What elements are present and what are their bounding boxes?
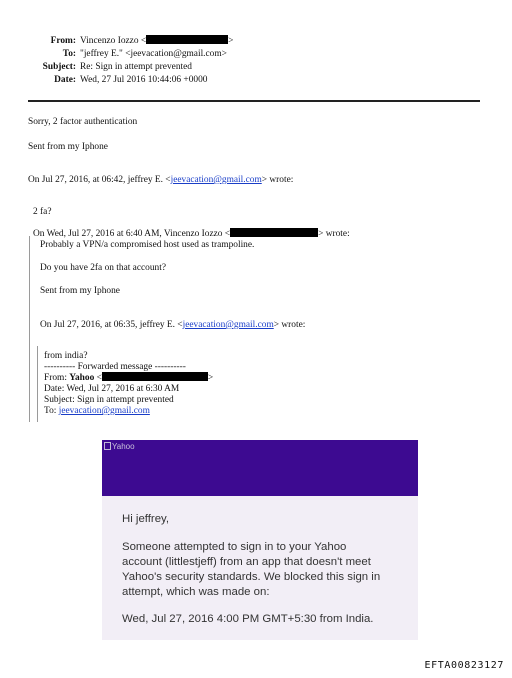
forwarded-to <box>44 405 150 417</box>
quote1-text: 2 fa? <box>33 207 52 217</box>
redaction-bar <box>102 372 208 381</box>
forwarded-subject: Subject: Sign in attempt prevented <box>44 395 174 405</box>
from-name: Vincenzo Iozzo < <box>80 36 147 46</box>
yahoo-greeting: Hi jeffrey, <box>122 513 170 525</box>
date-value: Wed, 27 Jul 2016 10:44:06 +0000 <box>80 75 208 85</box>
yahoo-para-line-4: attempt, which was made on: <box>122 586 270 598</box>
from-close: > <box>228 36 234 46</box>
quote1-line-2: Do you have 2fa on that account? <box>40 263 166 273</box>
from-value <box>80 35 233 47</box>
redaction-bar <box>146 35 228 44</box>
quote-bar-inner <box>37 346 38 422</box>
yahoo-logo-image <box>104 442 135 452</box>
attribution-suffix: > wrote: <box>318 229 350 239</box>
from-label: From: <box>50 36 76 46</box>
body-line-2: Sent from my Iphone <box>28 142 108 152</box>
quote2-line-1: from india? <box>44 351 88 361</box>
quote1-line-1: Probably a VPN/a compromised host used as trampoline. <box>40 240 255 250</box>
subject-label: Subject: <box>42 62 76 72</box>
attribution-text: On Jul 27, 2016, at 06:42, jeffrey E. < <box>28 175 171 185</box>
from-label: From: <box>44 373 70 383</box>
forwarded-divider: ---------- Forwarded message ---------- <box>44 362 186 372</box>
attribution-suffix: > wrote: <box>273 320 306 330</box>
subject-value: Re: Sign in attempt prevented <box>80 62 192 72</box>
email-link[interactable]: jeevacation@gmail.com <box>58 406 150 416</box>
broken-image-icon <box>104 442 111 450</box>
yahoo-header-banner <box>102 440 418 496</box>
forwarded-date: Date: Wed, Jul 27, 2016 at 6:30 AM <box>44 384 180 394</box>
yahoo-para-line-3: Yahoo's security standards. We blocked this sign in <box>122 571 381 583</box>
from-lt: < <box>94 373 102 383</box>
header-divider <box>28 100 480 102</box>
attribution-text: On Wed, Jul 27, 2016 at 6:40 AM, Vincenzo Iozzo < <box>33 229 231 239</box>
quote-attribution-1 <box>28 174 293 186</box>
yahoo-para-line-1: Someone attempted to sign in to your Yahoo <box>122 541 347 553</box>
email-link[interactable]: jeevacation@gmail.com <box>182 320 274 330</box>
yahoo-para-line-2: account (littlestjeff) from an app that doesn't meet <box>122 556 371 568</box>
from-close: > <box>207 373 214 383</box>
body-line-1: Sorry, 2 factor authentication <box>28 117 138 127</box>
quote-bar-outer <box>29 236 30 422</box>
date-label: Date: <box>54 75 76 85</box>
to-label: To: <box>62 49 76 59</box>
redaction-bar <box>230 228 318 237</box>
attribution-text: On Jul 27, 2016, at 06:35, jeffrey E. < <box>40 320 183 330</box>
to-label: To: <box>44 406 59 416</box>
to-value: "jeffrey E." <jeevacation@gmail.com> <box>80 49 227 59</box>
attribution-suffix: > wrote: <box>261 175 294 185</box>
email-link[interactable]: jeevacation@gmail.com <box>170 175 262 185</box>
yahoo-message-body <box>102 496 418 640</box>
quote1-line-3: Sent from my Iphone <box>40 286 120 296</box>
yahoo-timestamp: Wed, Jul 27, 2016 4:00 PM GMT+5:30 from India. <box>122 613 374 625</box>
document-id: EFTA00823127 <box>424 660 504 671</box>
quote1-attribution-2 <box>40 319 305 331</box>
logo-alt-text: Yahoo <box>112 442 135 451</box>
sender-name: Yahoo <box>69 373 95 383</box>
